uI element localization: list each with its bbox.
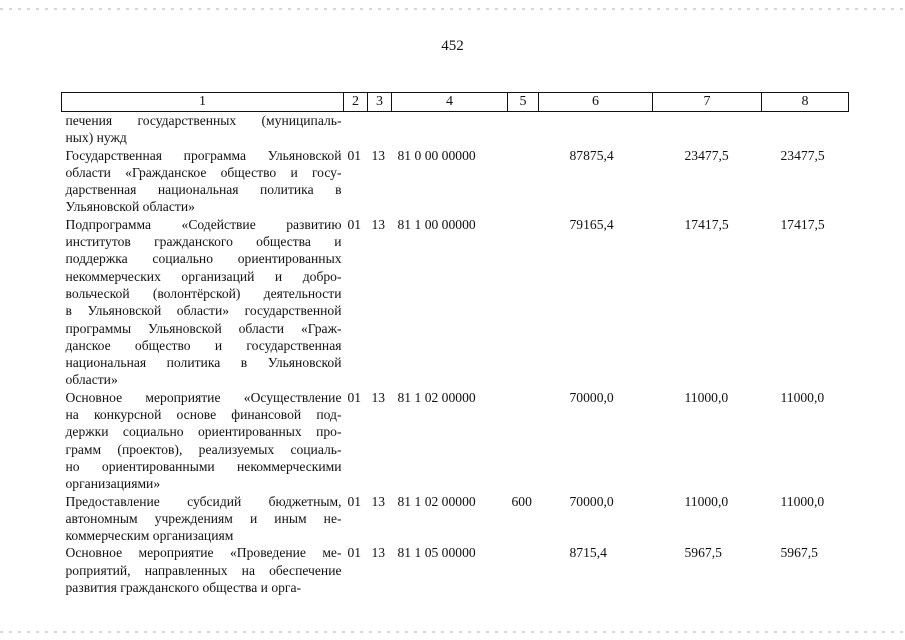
expense-type-cell [508, 389, 539, 493]
row-name-line: Основное мероприятие «Осуществление [65, 389, 342, 405]
target-article-cell: 81 1 00 00000 [397, 216, 476, 232]
column-header-5: 5 [508, 93, 539, 112]
amount-col8-cell [762, 112, 849, 147]
subsection-code-cell: 13 [371, 493, 386, 509]
row-name-line: области» [65, 372, 118, 388]
expense-type-cell [508, 112, 539, 147]
section-code-cell: 01 [347, 493, 362, 509]
amount-col6-cell: 87875,4 [569, 147, 614, 163]
row-name-line: роприятий, направленных на обеспечение [65, 562, 342, 578]
budget-table [61, 92, 849, 596]
expense-type-cell: 600 [511, 493, 532, 509]
row-name-line: некоммерческих организаций и добро- [65, 268, 342, 284]
expense-type-cell [508, 147, 539, 216]
subsection-code-cell: 13 [371, 216, 386, 232]
scan-artifact-top [0, 8, 905, 10]
column-header-3: 3 [368, 93, 392, 112]
section-code-cell [344, 112, 368, 147]
row-name-line: развития гражданского общества и орга- [65, 580, 302, 596]
row-name-line: но ориентированными некоммерческими [65, 458, 342, 474]
table-row [62, 147, 849, 216]
page-number: 452 [441, 38, 464, 54]
target-article-cell [392, 112, 508, 147]
section-code-cell: 01 [347, 216, 362, 232]
subsection-code-cell [368, 112, 392, 147]
row-name-cell [62, 112, 344, 147]
row-name-cell [62, 493, 344, 545]
column-header-6: 6 [539, 93, 653, 112]
row-name-line: Основное мероприятие «Проведение ме- [65, 545, 342, 561]
target-article-cell: 81 1 02 00000 [397, 389, 476, 405]
column-header-8: 8 [762, 93, 849, 112]
column-header-2: 2 [344, 93, 368, 112]
table-header-row [62, 93, 849, 112]
row-name-line: печения государственных (муниципаль- [65, 113, 342, 128]
amount-col6-cell: 79165,4 [569, 216, 614, 232]
target-article-cell: 81 1 02 00000 [397, 493, 476, 509]
row-name-line: Ульяновской области» [65, 199, 195, 215]
expense-type-cell [508, 544, 539, 596]
section-code-cell: 01 [347, 147, 362, 163]
row-name-line: программы Ульяновской области «Граж- [65, 320, 342, 336]
subsection-code-cell: 13 [371, 545, 386, 561]
column-header-7: 7 [653, 93, 762, 112]
amount-col6-cell: 70000,0 [569, 389, 614, 405]
amount-col8-cell: 11000,0 [780, 389, 825, 405]
row-name-line: вольческой (волонтёрской) деятельности [65, 285, 342, 301]
row-name-line: дарственная национальная политика в [65, 182, 342, 198]
column-header-4: 4 [392, 93, 508, 112]
row-name-line: институтов гражданского общества и [65, 234, 342, 250]
amount-col6-cell [539, 112, 653, 147]
table-row [62, 544, 849, 596]
amount-col8-cell: 17417,5 [780, 216, 825, 232]
row-name-line: национальная политика в Ульяновской [65, 355, 342, 371]
scan-artifact-bottom [0, 631, 905, 633]
amount-col8-cell: 11000,0 [780, 493, 825, 509]
row-name-line: на конкурсной основе финансовой под- [65, 407, 342, 423]
row-name-cell [62, 147, 344, 216]
table-row [62, 389, 849, 493]
amount-col8-cell: 23477,5 [780, 147, 825, 163]
subsection-code-cell: 13 [371, 389, 386, 405]
row-name-line: ных) нужд [65, 130, 127, 146]
row-name-line: поддержка социально ориентированных [65, 251, 342, 267]
row-name-cell [62, 216, 344, 389]
table-row [62, 112, 849, 147]
amount-col6-cell: 70000,0 [569, 493, 614, 509]
row-name-line: грамм (проектов), реализуемых социаль- [65, 441, 342, 457]
section-code-cell: 01 [347, 389, 362, 405]
expense-type-cell [508, 216, 539, 389]
column-header-1: 1 [62, 93, 344, 112]
row-name-line: Государственная программа Ульяновской [65, 147, 342, 163]
subsection-code-cell: 13 [371, 147, 386, 163]
row-name-line: области «Гражданское общество и госу- [65, 164, 342, 180]
section-code-cell: 01 [347, 545, 362, 561]
row-name-line: держки социально ориентированных про- [65, 424, 342, 440]
table-body [62, 112, 849, 597]
amount-col6-cell: 8715,4 [569, 545, 607, 561]
amount-col7-cell: 5967,5 [684, 545, 722, 561]
table-row [62, 216, 849, 389]
amount-col7-cell [653, 112, 762, 147]
row-name-line: данское общество и государственная [65, 337, 342, 353]
amount-col8-cell: 5967,5 [780, 545, 818, 561]
table-row [62, 493, 849, 545]
amount-col7-cell: 11000,0 [684, 493, 729, 509]
row-name-cell [62, 544, 344, 596]
amount-col7-cell: 17417,5 [684, 216, 729, 232]
amount-col7-cell: 23477,5 [684, 147, 729, 163]
row-name-line: Подпрограмма «Содействие развитию [65, 216, 342, 232]
row-name-line: коммерческим организациям [65, 528, 234, 544]
row-name-line: Предоставление субсидий бюджетным, [65, 493, 342, 509]
row-name-cell [62, 389, 344, 493]
target-article-cell: 81 1 05 00000 [397, 545, 476, 561]
row-name-line: организациями» [65, 476, 161, 492]
target-article-cell: 81 0 00 00000 [397, 147, 476, 163]
row-name-line: в Ульяновской области» государственной [65, 303, 342, 319]
row-name-line: автономным учреждениям и иным не- [65, 510, 342, 526]
amount-col7-cell: 11000,0 [684, 389, 729, 405]
